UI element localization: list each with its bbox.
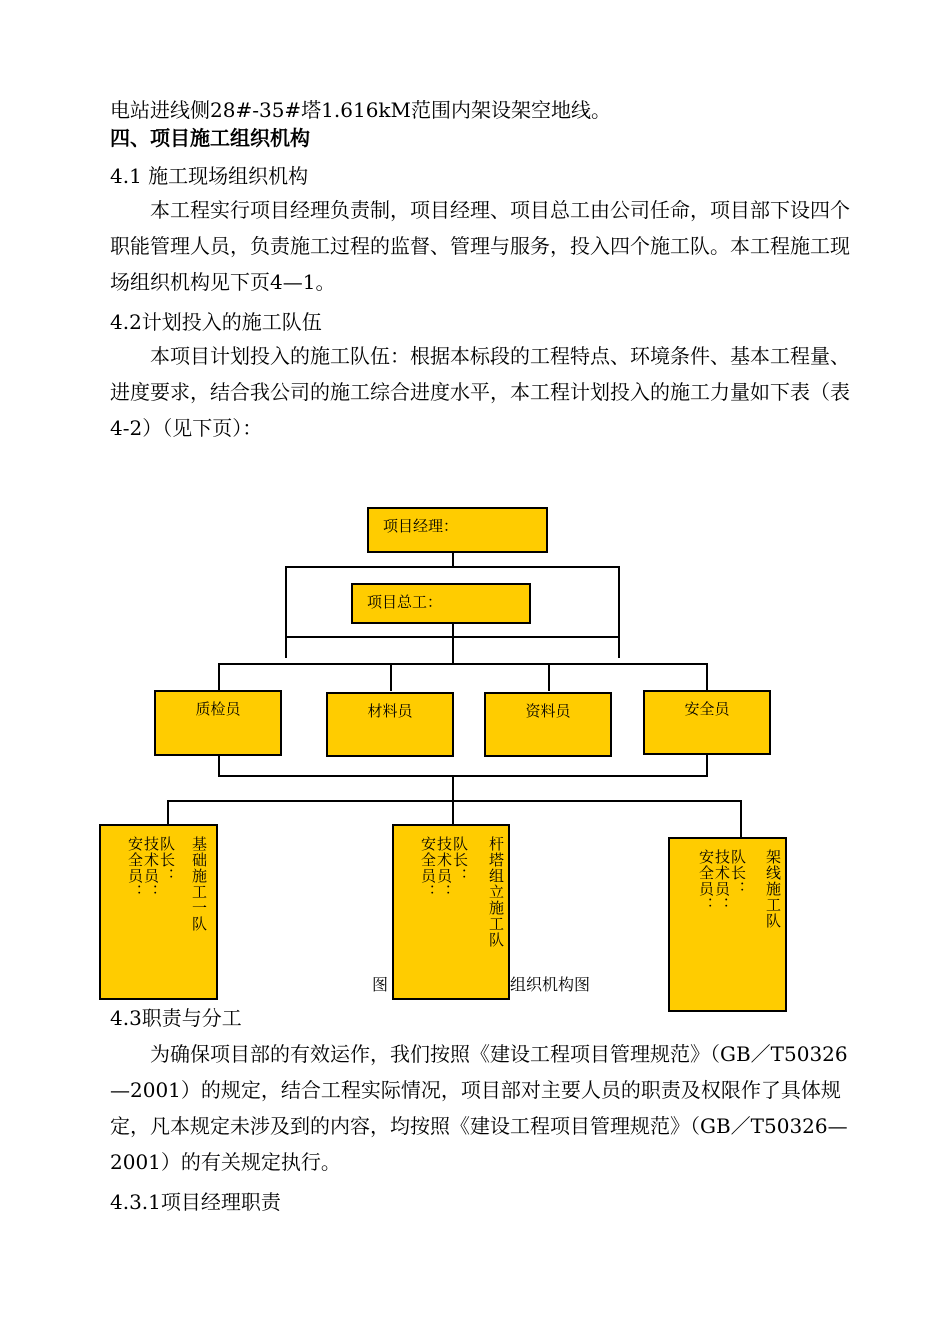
team-box-stringing bbox=[668, 837, 787, 1012]
paragraph-4-2: 本项目计划投入的施工队伍：根据本标段的工程特点、环境条件、基本工程量、进度要求，结合我公司的施工综合进度水平，本工程计划投入的施工力量如下表（表4-2）（见下页）： bbox=[110, 344, 850, 440]
connector-line bbox=[218, 663, 708, 665]
connector-line bbox=[618, 566, 620, 658]
team-leader-label: 队长： bbox=[451, 836, 469, 884]
connector-line bbox=[285, 566, 620, 568]
subheading-4-2: 4.2计划投入的施工队伍 bbox=[110, 310, 322, 334]
connector-line bbox=[740, 800, 742, 838]
connector-line bbox=[390, 663, 392, 691]
team-tech-label: 技术员： bbox=[142, 836, 160, 900]
staff-box-quality-inspector bbox=[154, 690, 282, 756]
figure-caption-prefix: 图 bbox=[372, 975, 389, 994]
staff-label: 资料员 bbox=[525, 702, 571, 720]
team-name: 杆塔组立施工队 bbox=[487, 836, 505, 948]
project-manager-box bbox=[367, 507, 548, 553]
paragraph-4-1: 本工程实行项目经理负责制，项目经理、项目总工由公司任命，项目部下设四个职能管理人员，负责施工过程的监督、管理与服务，投入四个施工队。本工程施工现场组织机构见下页4—1。 bbox=[110, 198, 850, 294]
staff-box-documents bbox=[484, 692, 612, 757]
connector-line bbox=[548, 663, 550, 691]
team-safety-label: 安全员： bbox=[419, 836, 437, 900]
team-leader-label: 队长： bbox=[729, 849, 747, 897]
team-safety-label: 安全员： bbox=[126, 836, 144, 900]
team-safety-label: 安全员： bbox=[697, 849, 715, 913]
subheading-4-1: 4.1 施工现场组织机构 bbox=[110, 164, 309, 188]
section-heading-4: 四、项目施工组织机构 bbox=[110, 126, 310, 150]
subheading-4-3: 4.3职责与分工 bbox=[110, 1006, 242, 1030]
staff-label: 材料员 bbox=[367, 702, 413, 720]
team-name: 架线施工队 bbox=[764, 849, 782, 929]
connector-line bbox=[285, 566, 287, 658]
staff-label: 质检员 bbox=[195, 700, 241, 718]
team-leader-label: 队长： bbox=[158, 836, 176, 884]
connector-line bbox=[452, 622, 454, 664]
chief-engineer-box bbox=[351, 583, 531, 624]
team-box-foundation bbox=[99, 824, 218, 1000]
staff-box-safety bbox=[643, 690, 771, 755]
team-name: 基础施工一队 bbox=[190, 836, 208, 932]
connector-line bbox=[218, 775, 708, 777]
connector-line bbox=[167, 800, 169, 825]
connector-line bbox=[218, 663, 220, 691]
team-box-tower-erection bbox=[392, 824, 510, 1000]
paragraph-4-3: 为确保项目部的有效运作，我们按照《建设工程项目管理规范》（GB／T50326—2001）的规定，结合工程实际情况，项目部对主要人员的职责及权限作了具体规定，凡本规定未涉及到的内容，均按照《建设工程项目管理规范》（GB／T50326—2001）的有关规定执行。 bbox=[110, 1042, 848, 1174]
project-manager-label: 项目经理： bbox=[383, 517, 459, 535]
chief-engineer-label: 项目总工： bbox=[367, 593, 443, 611]
connector-line bbox=[706, 663, 708, 691]
team-tech-label: 技术员： bbox=[713, 849, 731, 913]
staff-label: 安全员 bbox=[684, 700, 730, 718]
intro-line: 电站进线侧28#-35#塔1.616kM范围内架设架空地线。 bbox=[110, 98, 612, 122]
connector-line bbox=[706, 755, 708, 776]
connector-line bbox=[167, 800, 742, 802]
connector-line bbox=[218, 756, 220, 776]
team-tech-label: 技术员： bbox=[435, 836, 453, 900]
figure-caption: 组织机构图 bbox=[510, 975, 591, 994]
staff-box-materials bbox=[326, 692, 454, 757]
subheading-4-3-1: 4.3.1项目经理职责 bbox=[110, 1190, 281, 1214]
connector-line bbox=[452, 552, 454, 566]
